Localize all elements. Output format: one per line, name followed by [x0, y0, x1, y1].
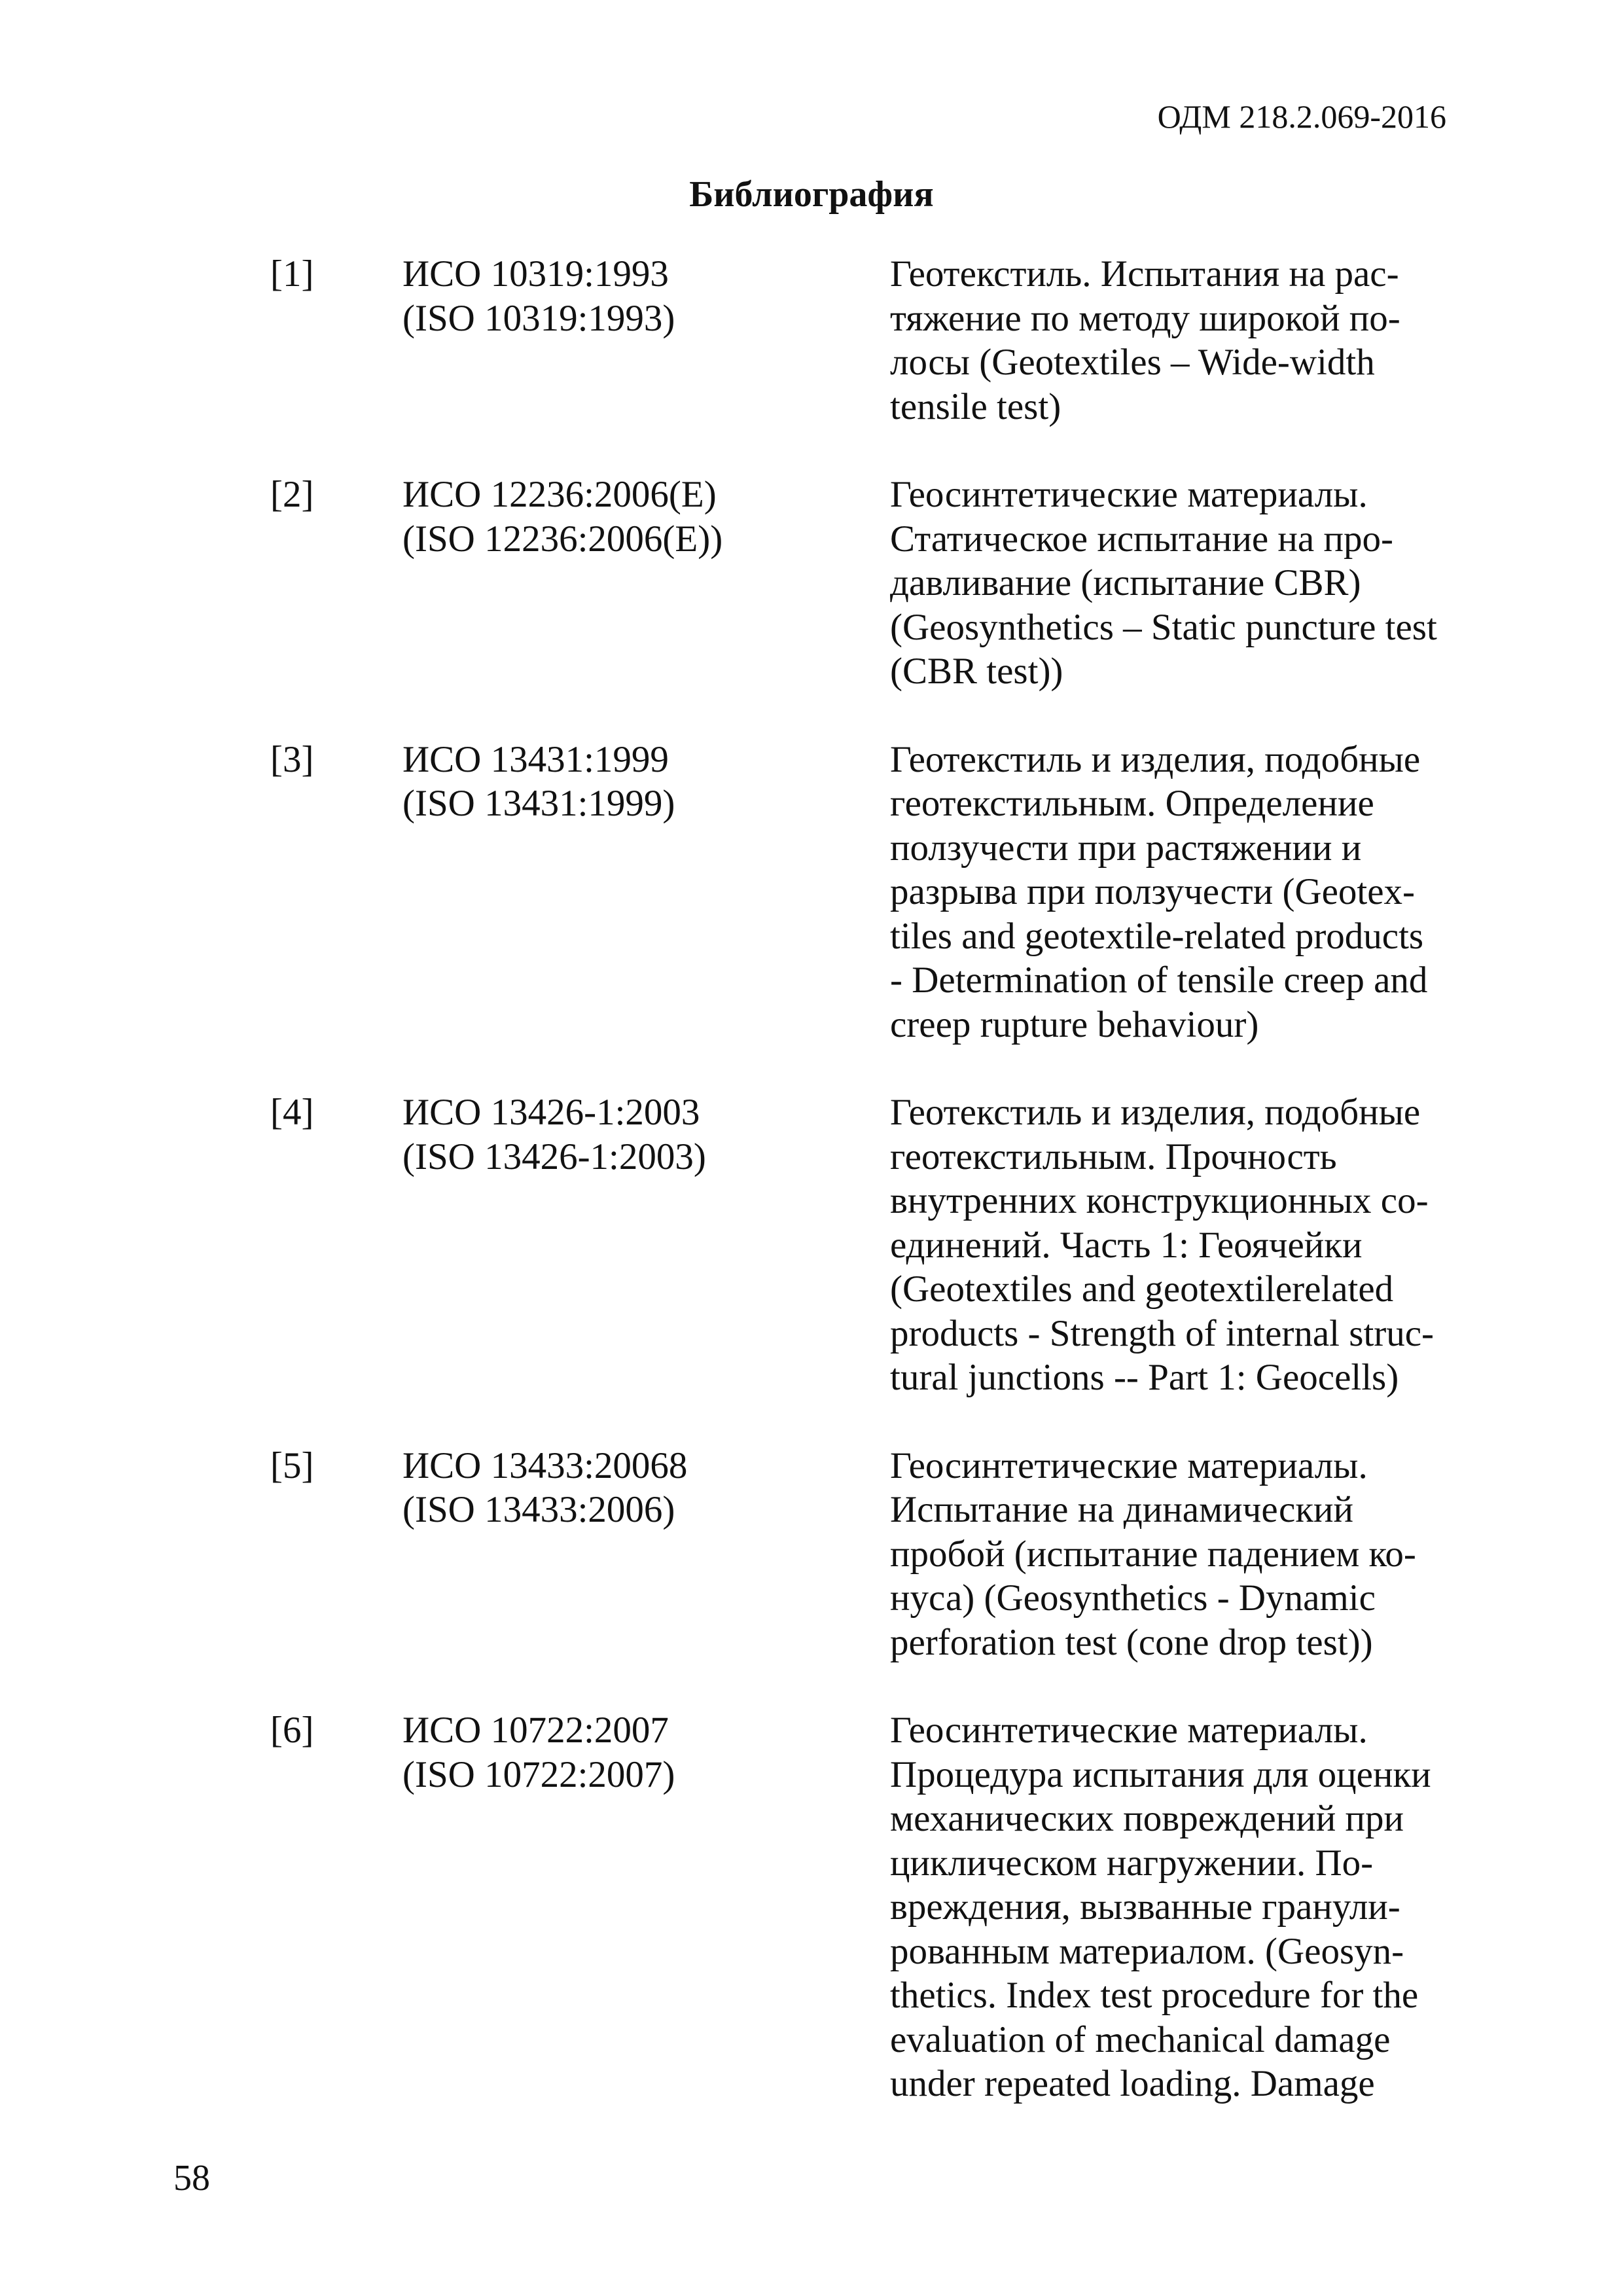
description-line: Геотекстиль. Испытания на рас-: [890, 253, 1399, 295]
entry-description: [890, 252, 1459, 429]
description-line: Геосинтетические материалы.: [890, 1710, 1368, 1751]
entry-code-ru: ИСО 13426-1:2003: [402, 1092, 700, 1133]
description-line: (Geotextiles and geotextilerelated: [890, 1268, 1394, 1310]
description-line: Процедура испытания для оценки: [890, 1753, 1431, 1795]
entry-code-en: (ISO 13426-1:2003): [402, 1136, 706, 1177]
description-line: геотекстильным. Определение: [890, 783, 1374, 824]
description-line: внутренних конструкционных со-: [890, 1180, 1429, 1221]
description-line: products - Strength of internal struc-: [890, 1312, 1435, 1354]
description-line: давливание (испытание CBR): [890, 562, 1361, 603]
entry-code-en: (ISO 13433:2006): [402, 1489, 675, 1530]
bibliography-list: [0, 252, 1623, 2150]
entry-number: [2]: [270, 474, 314, 515]
entry-number: [4]: [270, 1092, 314, 1133]
bibliography-entry: [0, 1444, 1623, 1665]
bibliography-entry: [0, 473, 1623, 694]
description-line: механических повреждений при: [890, 1798, 1404, 1839]
entry-number: [6]: [270, 1710, 314, 1751]
description-line: perforation test (cone drop test)): [890, 1621, 1373, 1663]
entry-codes: [402, 1090, 861, 1179]
entry-codes: [402, 252, 861, 340]
entry-description: [890, 738, 1459, 1047]
bibliography-entry: [0, 1090, 1623, 1400]
description-line: пробой (испытание падением ко-: [890, 1533, 1416, 1575]
description-line: thetics. Index test procedure for the: [890, 1975, 1419, 2016]
description-line: вреждения, вызванные гранули-: [890, 1886, 1400, 1928]
entry-codes: [402, 473, 861, 561]
entry-code-en: (ISO 10722:2007): [402, 1753, 675, 1795]
entry-code-en: (ISO 12236:2006(E)): [402, 518, 723, 560]
description-line: Испытание на динамический: [890, 1489, 1354, 1530]
entry-codes: [402, 738, 861, 826]
description-line: (CBR test)): [890, 651, 1063, 692]
description-line: геотекстильным. Прочность: [890, 1136, 1337, 1177]
description-line: tensile test): [890, 386, 1061, 427]
description-line: Геотекстиль и изделия, подобные: [890, 738, 1421, 780]
description-line: Геосинтетические материалы.: [890, 474, 1368, 515]
document-code-header: ОДМ 218.2.069-2016: [1157, 98, 1446, 135]
description-line: разрыва при ползучести (Geotex-: [890, 871, 1416, 912]
description-line: tural junctions -- Part 1: Geocells): [890, 1357, 1399, 1398]
page-number: 58: [173, 2158, 210, 2198]
entry-description: [890, 1708, 1459, 2106]
entry-codes: [402, 1708, 861, 1797]
description-line: нуса) (Geosynthetics - Dynamic: [890, 1577, 1376, 1619]
description-line: циклическом нагружении. По-: [890, 1842, 1374, 1884]
description-line: рованным материалом. (Geosyn-: [890, 1930, 1404, 1972]
description-line: (Geosynthetics – Static puncture test: [890, 606, 1437, 648]
entry-code-ru: ИСО 13431:1999: [402, 738, 669, 780]
page-title: Библиография: [689, 174, 934, 215]
entry-codes: [402, 1444, 861, 1532]
description-line: Геотекстиль и изделия, подобные: [890, 1092, 1421, 1133]
description-line: evaluation of mechanical damage: [890, 2018, 1391, 2060]
entry-code-en: (ISO 10319:1993): [402, 297, 675, 339]
description-line: - Determination of tensile creep and: [890, 960, 1428, 1001]
bibliography-entry: [0, 738, 1623, 1047]
entry-description: [890, 473, 1459, 694]
bibliography-entry: [0, 252, 1623, 429]
entry-code-ru: ИСО 13433:20068: [402, 1444, 688, 1486]
entry-code-ru: ИСО 12236:2006(Е): [402, 474, 717, 515]
description-line: tiles and geotextile-related products: [890, 915, 1424, 957]
entry-code-en: (ISO 13431:1999): [402, 783, 675, 824]
description-line: Геосинтетические материалы.: [890, 1444, 1368, 1486]
entry-description: [890, 1090, 1459, 1400]
bibliography-entry: [0, 1708, 1623, 2106]
entry-code-ru: ИСО 10319:1993: [402, 253, 669, 295]
description-line: creep rupture behaviour): [890, 1003, 1259, 1045]
entry-number: [5]: [270, 1444, 314, 1486]
entry-number: [1]: [270, 253, 314, 295]
description-line: лосы (Geotextiles – Wide-width: [890, 342, 1375, 383]
entry-code-ru: ИСО 10722:2007: [402, 1710, 669, 1751]
description-line: ползучести при растяжении и: [890, 827, 1362, 869]
description-line: Статическое испытание на про-: [890, 518, 1393, 560]
entry-number: [3]: [270, 738, 314, 780]
description-line: under repeated loading. Damage: [890, 2063, 1375, 2104]
description-line: единений. Часть 1: Геоячейки: [890, 1224, 1363, 1266]
entry-description: [890, 1444, 1459, 1665]
description-line: тяжение по методу широкой по-: [890, 297, 1400, 339]
